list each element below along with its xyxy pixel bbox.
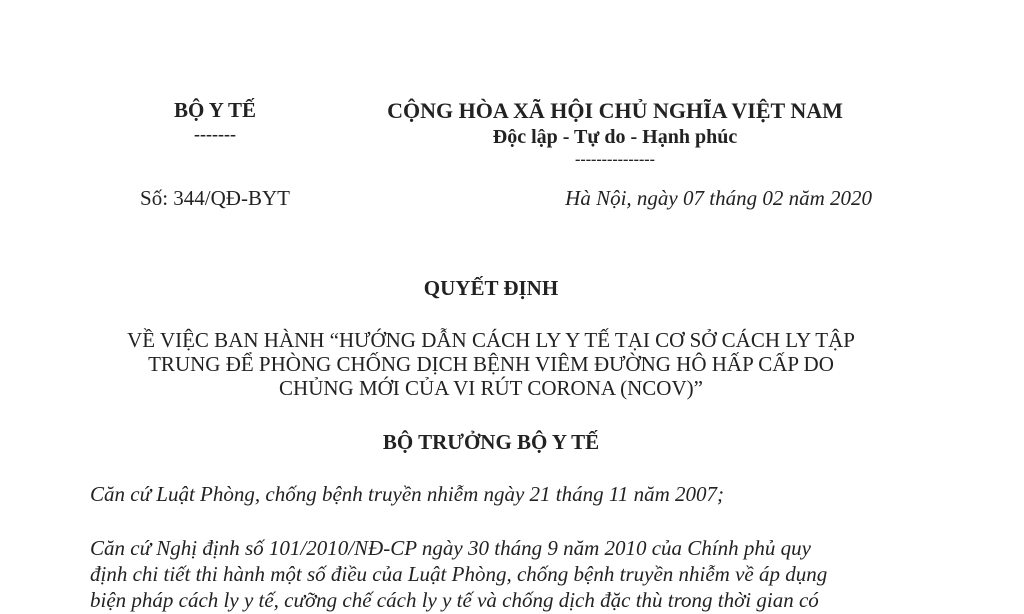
document-number: Số: 344/QĐ-BYT <box>140 186 290 210</box>
document-title: QUYẾT ĐỊNH <box>423 276 559 300</box>
place-and-date: Hà Nội, ngày 07 tháng 02 năm 2020 <box>565 186 872 210</box>
motto-rule: --------------- <box>575 151 655 168</box>
issuing-agency: BỘ Y TẾ <box>173 98 257 122</box>
legal-basis-2 <box>90 535 910 613</box>
subject-line: TRUNG ĐỂ PHÒNG CHỐNG DỊCH BỆNH VIÊM ĐƯỜNG HÔ HẤP CẤP DO <box>148 352 834 376</box>
legal-basis-1: Căn cứ Luật Phòng, chống bệnh truyền nhiễm ngày 21 tháng 11 năm 2007; <box>90 482 724 506</box>
national-title: CỘNG HÒA XÃ HỘI CHỦ NGHĨA VIỆT NAM <box>387 98 843 123</box>
issuing-authority: BỘ TRƯỞNG BỘ Y TẾ <box>382 430 600 454</box>
basis-line: định chi tiết thi hành một số điều của Luật Phòng, chống bệnh truyền nhiễm về áp dụng <box>90 562 828 586</box>
basis-line: biện pháp cách ly y tế, cưỡng chế cách ly y tế và chống dịch đặc thù trong thời gian có <box>90 588 819 612</box>
subject-line: VỀ VIỆC BAN HÀNH “HƯỚNG DẪN CÁCH LY Y TẾ TẠI CƠ SỞ CÁCH LY TẬP <box>127 328 855 352</box>
subject-line: CHỦNG MỚI CỦA VI RÚT CORONA (NCOV)” <box>279 376 703 400</box>
basis-line: Căn cứ Nghị định số 101/2010/NĐ-CP ngày 30 tháng 9 năm 2010 của Chính phủ quy <box>90 536 811 560</box>
national-motto: Độc lập - Tự do - Hạnh phúc <box>492 126 738 148</box>
agency-rule: ------- <box>194 124 236 144</box>
document-subject <box>90 328 892 400</box>
